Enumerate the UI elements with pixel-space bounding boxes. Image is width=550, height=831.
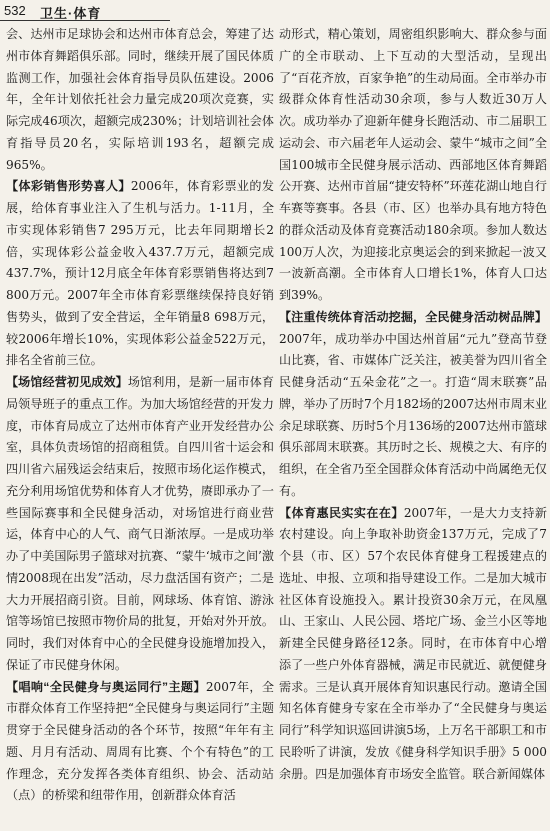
- section-text: 2007年，一是大力支持新农村建设。向上争取补助资金137万元，完成了7个县（市、区）57个农民体育健身工程援建点的选址、申报、立项和指导建设工作。二是加大城市社区体育设施投入。累计投资30余万元，在凤凰山、王家山、人民公园、塔坨广场、金兰小区等地新建全民健身路径12条。同时，在市体育中心增添了一些户外体育器械，满足市民就近、就便健身需求。三是认真开展体育知识惠民行动。邀请全国知名体育健身专家在全市举办了“全民健身与奥运同行”科学知识巡回讲演5场，上万名干部职工和市民聆听了讲演，发放《健身科学知识手册》5 000余册。四是加强体育市场安全监管。联合新闻媒体: [279, 505, 547, 781]
- right-column: [279, 24, 547, 824]
- running-title: 卫生·体育: [40, 6, 102, 21]
- section-traditional-sports: [279, 307, 547, 503]
- section-heading: 【体育惠民实实在在】: [279, 505, 404, 520]
- page-header: [0, 0, 550, 22]
- header-rule: [0, 20, 170, 21]
- section-text: 2006年，体育彩票业的发展，给体育事业注入了生机与活力。1-11月，全市实现体彩销售7 295万元，比去年同期增长2倍，实现体彩公益金收入437.7万元，超额完成437.7%，预计12月底全年体育彩票销售将达到7 800万元。2007年全市体育彩票继续保持良好销售势头，做到了安全营运，全年销量8 698万元，较2006年增长10%，实现体彩公益金522万元，排名全省前三位。: [6, 179, 274, 368]
- section-venues: [6, 372, 274, 677]
- section-sports-benefit: [279, 503, 547, 786]
- section-heading: 【体彩销售形势喜人】: [6, 179, 131, 194]
- paragraph: 动形式，精心策划，周密组织影响大、群众参与面广的全市联动、上下互动的大型活动，呈现出了“百花齐放，百家争艳”的生动局面。全市举办市级群众体育性活动30余项，参与人数近30万人次。成功举办了迎新年健身长跑活动、市二届职工运动会、市六届老年人运动会、蒙牛“城市之间”全国100城市全民健身展示活动、西部地区体育舞蹈公开赛、达州市首届“捷安特杯”环莲花湖山地自行车赛等赛事。各县（市、区）也举办具有地方特色的群众活动及体育竞赛活动180余项。参加人数达100万人次，为迎接北京奥运会的到来掀起一波又一波新高潮。全市体育人口增长1%，体育人口达到39%。: [279, 27, 547, 302]
- section-heading: 【注重传统体育活动挖掘，全民健身活动树品牌】: [279, 309, 547, 324]
- section-heading: 【场馆经营初见成效】: [6, 375, 128, 389]
- section-heading: 【唱响“全民健身与奥运同行”主题】: [6, 679, 206, 694]
- section-lottery: [6, 176, 274, 372]
- paragraph: 会、达州市足球协会和达州市体育总会，筹建了达州市体育舞蹈俱乐部。同时，继续开展了国民体质监测工作，加强社会体育指导员队伍建设。2006年，全年计划依托社会力量完成20项次竞赛，实际完成46项次，超额完成230%；计划培训社会体育指导员20名，实际培训193名，超额完成965%。: [6, 27, 274, 172]
- left-column: [6, 24, 274, 824]
- section-text: 2007年，全市群众体育工作坚持把“全民健身与奥运同行”主题贯穿于全民健身活动的各个环节，按照“年年有主题、月月有活动、周周有比赛、个个有特色”的工作理念，充分发挥各类体育组织、协会、活动站（点）的桥梁和纽带作用，创新群众体育活: [6, 679, 274, 803]
- section-text: 场馆利用，是新一届市体育局领导班子的重点工作。为加大场馆经营的开发力度，市体育局成立了达州市体育产业开发经营办公室，具体负责场馆的招商租赁。自四川省十运会和四川省六届残运会结束后，按照市场化运作模式，充分利用场馆优势和体育人才优势，赓即承办了一些国际赛事和全民健身活动，对场馆进行商业营运，体育中心的人气、商气日渐浓厚。一是成功举办了中美国际男子篮球对抗赛、“蒙牛‘城市之间’激情2008现在出发”活动，尽力盘活国有资产；二是大力开展招商引资。目前，网球场、体育馆、游泳馆等场馆已按照市物价局的批复，开始对外开放。同时，我们对体育中心的全民健身设施增加投入，保证了市民健身休闲。: [6, 375, 274, 672]
- section-fitness-theme: [6, 677, 274, 808]
- section-text: 2007年，成功举办中国达州首届“元九”登高节登山比赛，省、市媒体广泛关注，被美誉为四川省全民健身活动“五朵金花”之一。打造“周末联赛”品牌，举办了历时7个月182场的2007达州市周末业余足球联赛、历时5个月136场的2007达州市篮球俱乐部周末联赛。其历时之长、规模之大、有序的组织，在全省乃至全国群众体育活动中尚属绝无仅有。: [279, 331, 547, 498]
- page-number: 532: [4, 3, 26, 18]
